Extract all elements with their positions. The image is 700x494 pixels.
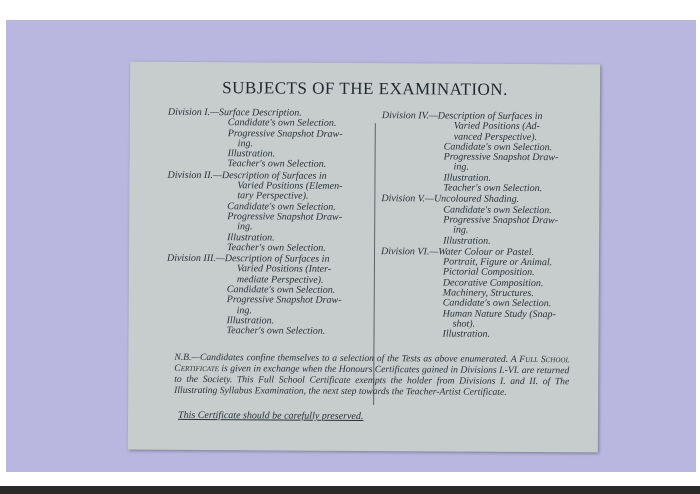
division-block xyxy=(381,194,571,247)
division-heading: Division V.—Uncoloured Shading. xyxy=(381,193,520,206)
division-line: Illustration. xyxy=(442,328,491,341)
division-line: mediate Perspective). xyxy=(236,273,324,286)
division-line: Candidate's own Selection. xyxy=(226,284,336,296)
division-heading: Division II.—Description of Surfaces in xyxy=(167,169,327,182)
division-line: Candidate's own Selection. xyxy=(443,204,552,216)
division-line: Candidate's own Selection. xyxy=(227,200,336,213)
left-column xyxy=(167,108,368,339)
right-column xyxy=(380,111,571,342)
division-line: Progressive Snapshot Draw- xyxy=(227,127,343,140)
division-line: Illustration. xyxy=(443,235,491,247)
division-line: Portrait, Figure or Animal. xyxy=(442,256,553,269)
bottom-strip xyxy=(0,486,700,494)
division-line: Teacher's own Selection. xyxy=(443,182,543,195)
division-heading: Division III.—Description of Surfaces in xyxy=(166,252,330,265)
preserve-notice: This Certificate should be carefully preserved. xyxy=(177,409,364,422)
division-line: Teacher's own Selection. xyxy=(227,158,327,171)
division-block xyxy=(380,247,571,341)
division-line: Varied Positions (Inter- xyxy=(236,263,332,276)
examination-card xyxy=(128,62,600,453)
division-line: Pictorial Composition. xyxy=(442,266,535,279)
division-line: Machinery, Structures. xyxy=(442,287,534,300)
notice-paragraph xyxy=(174,352,569,398)
division-line: Varied Positions (Elemen- xyxy=(237,180,343,192)
division-line: Teacher's own Selection. xyxy=(227,242,326,254)
division-line: Illustration. xyxy=(227,231,275,244)
division-line: ing. xyxy=(236,304,252,316)
division-line: Illustration. xyxy=(443,172,492,184)
notice-text-part2: is given in exchange when the Honours Certificates gained in Divisions I.-VI. are returned to the Society. This Full School Certificate exempts the holder from Divisions I. and II. of The Illustrating Syllabus Examination, the next step towards the Teacher-Artist Certificate. xyxy=(174,363,570,398)
division-block xyxy=(167,254,367,338)
division-line: Progressive Snapshot Draw- xyxy=(443,214,559,227)
division-line: Candidate's own Selection. xyxy=(442,297,552,310)
card-title: SUBJECTS OF THE EXAMINATION. xyxy=(222,78,508,99)
division-line: Candidate's own Selection. xyxy=(227,117,337,130)
division-line: ing. xyxy=(453,162,469,174)
division-line: vanced Perspective). xyxy=(453,131,538,143)
division-line: ing. xyxy=(237,138,254,150)
division-line: Illustration. xyxy=(227,148,276,160)
notice-certificate-term: Full School Certificate xyxy=(174,353,570,375)
division-line: Progressive Snapshot Draw- xyxy=(227,211,343,223)
division-block xyxy=(381,111,571,195)
division-line: Progressive Snapshot Draw- xyxy=(443,151,559,164)
division-line: Varied Positions (Ad- xyxy=(453,120,540,133)
division-heading: Division IV.—Description of Surfaces in xyxy=(381,110,543,123)
division-line: Progressive Snapshot Draw- xyxy=(226,294,342,307)
division-heading: Division I.—Surface Description. xyxy=(167,106,302,119)
division-line: ing. xyxy=(237,221,253,233)
division-heading: Division VI.—Water Colour or Pastel. xyxy=(381,245,535,258)
division-line: Illustration. xyxy=(226,315,275,327)
division-line: Human Nature Study (Snap- xyxy=(442,308,556,320)
division-line: Decorative Composition. xyxy=(442,277,544,289)
division-line: shot). xyxy=(452,318,476,330)
division-block xyxy=(168,108,368,171)
division-line: Teacher's own Selection. xyxy=(226,325,326,337)
division-line: tary Perspective). xyxy=(237,190,309,203)
division-line: ing. xyxy=(453,224,469,236)
notice-text-part1: N.B.—Candidates confine themselves to a selection of the Tests as above enumerated. A xyxy=(174,351,520,365)
division-block xyxy=(167,171,367,255)
division-line: Candidate's own Selection. xyxy=(443,141,553,154)
